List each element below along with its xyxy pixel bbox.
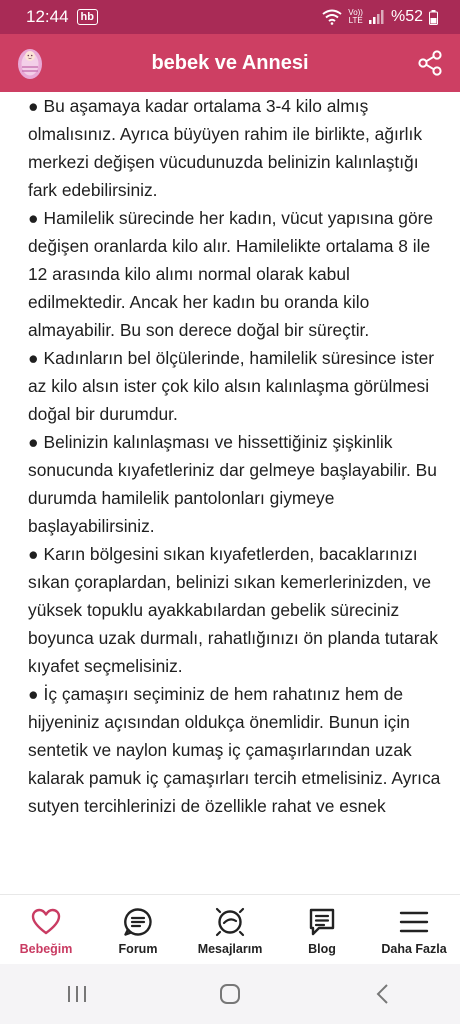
bullet: ● <box>28 544 39 564</box>
paragraph-text: Bu aşamaya kadar ortalama 3-4 kilo almış olmalısınız. Ayrıca büyüyen rahim ile birlikte, ağırlık merkezi değişen vücudunuzda belinizin kalınlaştığı fark edebilirsiniz. <box>28 96 423 200</box>
paragraph-text: İç çamaşırı seçiminiz de hem rahatınız hem de hijyeniniz açısından oldukça önemlidir. Bunun için sentetik ve naylon kumaş iç çamaşırlarından uzak kalarak pamuk iç çamaşırları tercih etmelisiniz. Ayrıca sutyen tercihlerinizi de özellikle rahat ve esnek <box>28 684 441 816</box>
baby-logo-icon[interactable] <box>10 43 50 83</box>
article-paragraph <box>28 204 446 344</box>
home-icon <box>219 983 241 1005</box>
app-title: bebek ve Annesi <box>151 51 309 74</box>
blog-icon <box>307 907 337 937</box>
hb-badge: hb <box>77 9 98 25</box>
bullet: ● <box>28 432 39 452</box>
status-time: 12:44 <box>26 7 69 26</box>
nav-item-daha-fazla[interactable] <box>368 895 460 965</box>
share-icon[interactable] <box>416 49 444 77</box>
bullet: ● <box>28 348 39 368</box>
article-paragraph <box>28 540 446 680</box>
article-paragraph <box>28 344 446 428</box>
battery-icon <box>429 10 438 25</box>
nav-label: Blog <box>308 942 336 956</box>
status-icons <box>322 8 438 26</box>
recent-apps-button[interactable] <box>57 979 97 1009</box>
bottom-nav <box>0 894 460 965</box>
nav-label: Forum <box>118 942 158 956</box>
bullet: ● <box>28 684 39 704</box>
article-content[interactable] <box>28 92 446 892</box>
lte-label: LTE <box>348 16 363 25</box>
bullet: ● <box>28 96 39 116</box>
back-button[interactable] <box>363 979 403 1009</box>
paragraph-text: Belinizin kalınlaşması ve hissettiğiniz şişkinlik sonucunda kıyafetleriniz dar gelmeye başlayabilir. Bu durumda hamilelik pantolonları giymeye başlayabilirsiniz. <box>28 432 437 536</box>
paragraph-text: Karın bölgesini sıkan kıyafetlerden, bacaklarınızı sıkan çoraplardan, belinizi sıkan kemerlerinizden, ve yüksek topuklu ayakkabılardan gebelik süreciniz boyunca uzak durmalı, rahatlığınızı ön planda tutarak kıyafet seçmelisiniz. <box>28 544 438 676</box>
nav-item-mesajlarim[interactable] <box>184 895 276 965</box>
paragraph-text: Hamilelik sürecinde her kadın, vücut yapısına göre değişen oranlarda kilo alır. Hamilelikte ortalama 8 ile 12 arasında kilo alımı normal olarak kabul edilmektedir. Ancak her kadın bu oranda kilo almayabilir. Bu son derece doğal bir süreçtir. <box>28 208 434 340</box>
article-paragraph <box>28 92 446 204</box>
app-bar <box>0 34 460 92</box>
heart-icon <box>31 907 61 937</box>
nav-label: Mesajlarım <box>197 942 263 956</box>
home-button[interactable] <box>210 979 250 1009</box>
back-icon <box>375 983 391 1005</box>
menu-icon <box>399 907 429 937</box>
nav-item-blog[interactable] <box>276 895 368 965</box>
nav-item-forum[interactable] <box>92 895 184 965</box>
network-indicator <box>348 9 363 25</box>
signal-icon <box>369 10 385 24</box>
nav-label: Bebeğim <box>19 942 73 956</box>
paragraph-text: Kadınların bel ölçülerinde, hamilelik süresince ister az kilo alsın ister çok kilo alsın kalınlaşma görülmesi doğal bir durumdur. <box>28 348 435 424</box>
battery-percent: %52 <box>390 8 423 25</box>
article-paragraph <box>28 428 446 540</box>
forum-icon <box>123 907 153 937</box>
nav-label: Daha Fazla <box>381 942 447 956</box>
messages-icon <box>215 907 245 937</box>
system-nav-bar <box>0 964 460 1024</box>
article-paragraph <box>28 680 446 820</box>
bullet: ● <box>28 208 39 228</box>
recent-apps-icon <box>66 984 88 1004</box>
volte-label: Vo)) <box>348 8 363 17</box>
nav-item-bebegim[interactable] <box>0 895 92 965</box>
wifi-icon <box>322 9 342 25</box>
status-bar <box>0 0 460 34</box>
